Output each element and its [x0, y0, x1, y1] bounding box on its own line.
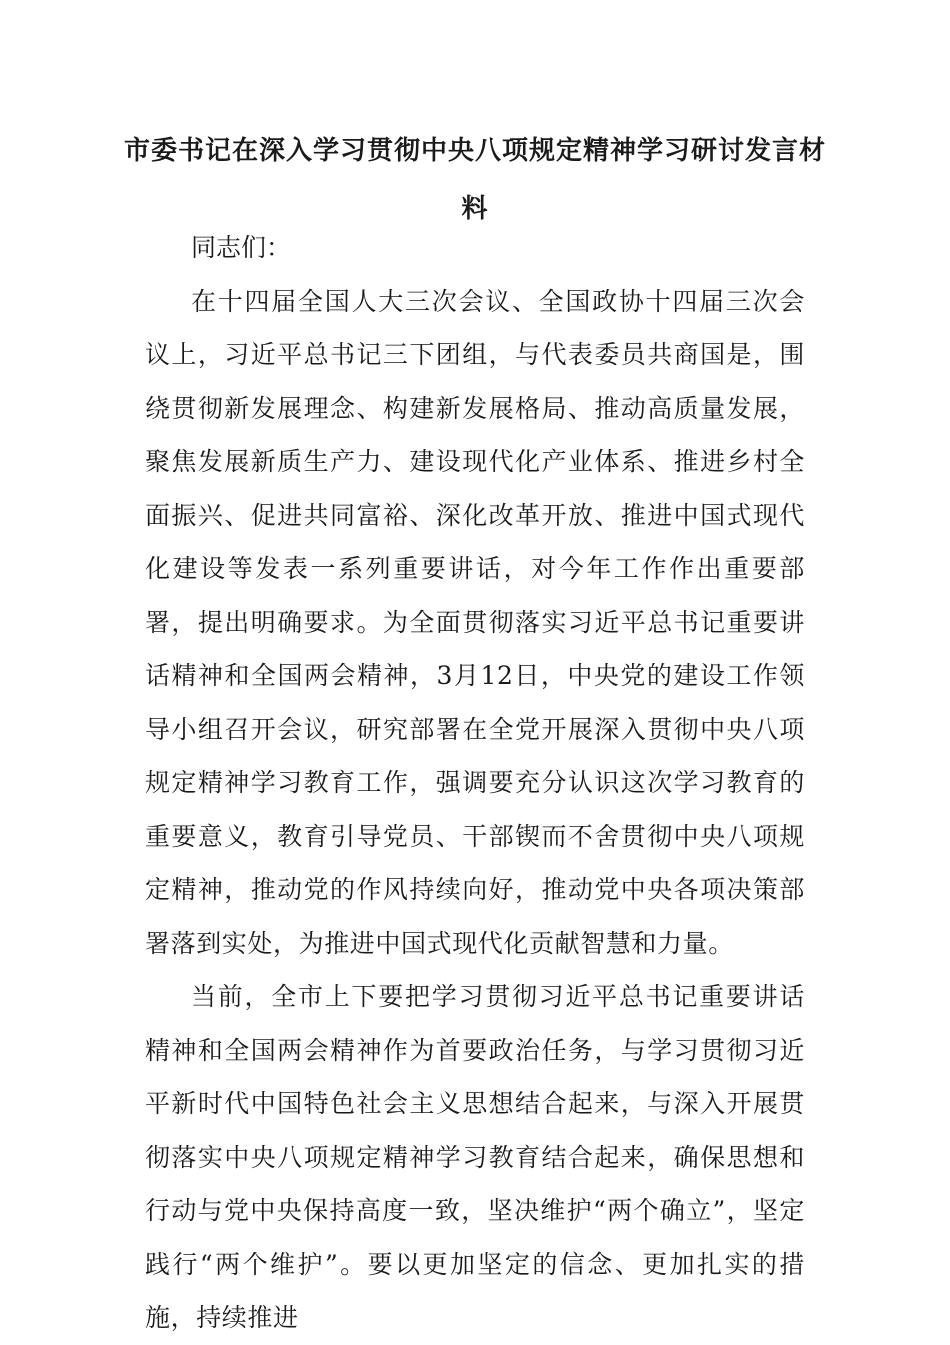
document-title: 市委书记在深入学习贯彻中央八项规定精神学习研讨发言材料 — [123, 136, 826, 224]
salutation: 同志们： — [191, 233, 292, 262]
paragraph-1: 在十四届全国人大三次会议、全国政协十四届三次会议上，习近平总书记三下团组，与代表委员共商国是，围绕贯彻新发展理念、构建新发展格局、推动高质量发展，聚焦发展新质生产力、建设现代化产业体系、推进乡村全面振兴、促进共同富裕、深化改革开放、推进中国式现代化建设等发表一系列重要讲话，对今年工作作出重要部署，提出明确要求。为全面贯彻落实习近平总书记重要讲话精神和全国两会精神，3月12日，中央党的建设工作领导小组召开会议，研究部署在全党开展深入贯彻中央八项规定精神学习教育工作，强调要充分认识这次学习教育的重要意义，教育引导党员、干部锲而不舍贯彻中央八项规定精神，推动党的作风持续向好，推动党中央各项决策部署落到实处，为推进中国式现代化贡献智慧和力量。 — [145, 286, 805, 958]
paragraph-2: 当前，全市上下要把学习贯彻习近平总书记重要讲话精神和全国两会精神作为首要政治任务，与学习贯彻习近平新时代中国特色社会主义思想结合起来，与深入开展贯彻落实中央八项规定精神学习教育结合起来，确保思想和行动与党中央保持高度一致，坚决维护“两个确立”，坚定践行“两个维护”。要以更加坚定的信念、更加扎实的措施，持续推进 — [145, 982, 805, 1332]
document-body — [145, 221, 805, 1345]
